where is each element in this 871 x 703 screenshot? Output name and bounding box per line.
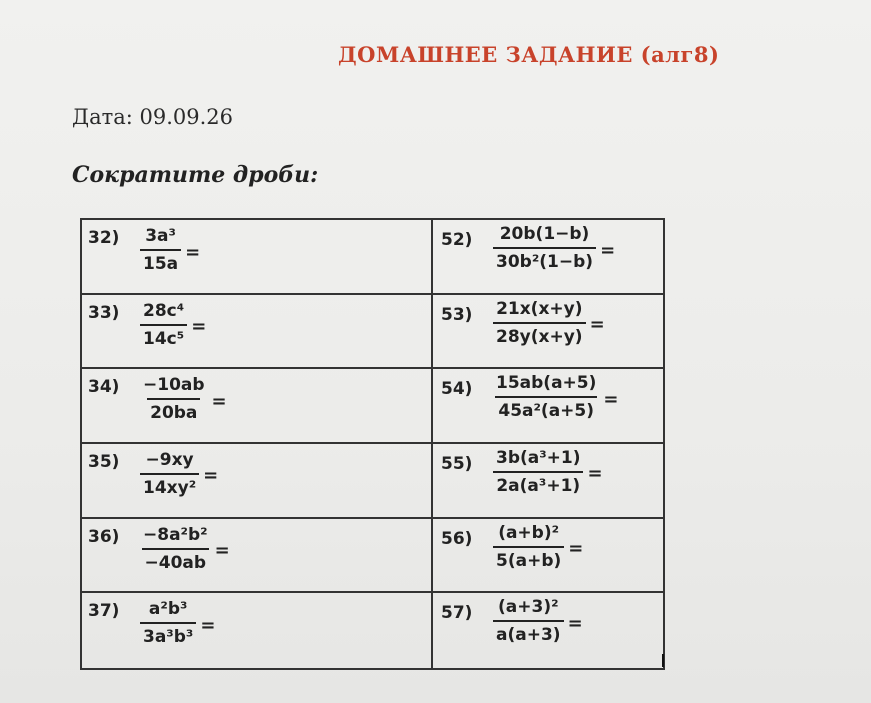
denominator: −40ab	[142, 548, 210, 573]
fraction-expression	[140, 301, 206, 349]
denominator: 5(a+b)	[493, 546, 564, 571]
fraction-expression	[140, 375, 227, 423]
denominator: 14c⁵	[140, 324, 187, 349]
problem-number: 55)	[441, 453, 473, 474]
denominator: 45a²(a+5)	[495, 396, 597, 421]
problem-number: 52)	[441, 230, 473, 250]
problem-number: 54)	[441, 379, 473, 400]
problem-cell	[433, 519, 663, 594]
equals-sign: =	[211, 390, 227, 412]
fraction-expression	[140, 525, 230, 573]
numerator: 15ab(a+5)	[496, 373, 597, 394]
numerator: a²b³	[148, 599, 188, 620]
equals-sign: =	[567, 612, 583, 634]
fraction-expression	[140, 226, 200, 274]
denominator: a(a+3)	[493, 620, 564, 645]
equals-sign: =	[603, 388, 619, 410]
fraction	[493, 373, 599, 421]
numerator: (a+b)²	[498, 522, 560, 543]
numerator: (a+3)²	[498, 597, 559, 618]
denominator: 30b²(1−b)	[493, 247, 596, 272]
problem-cell	[82, 220, 433, 295]
equals-sign: =	[200, 614, 216, 636]
denominator: 2a(a³+1)	[493, 471, 583, 496]
denominator: 20ba	[147, 398, 200, 423]
fraction	[493, 597, 564, 645]
equals-sign: =	[214, 540, 230, 562]
problem-cell	[433, 295, 663, 370]
fraction	[493, 448, 584, 496]
fraction	[140, 599, 196, 647]
fraction	[140, 525, 211, 573]
equals-sign: =	[589, 314, 605, 336]
problem-cell	[82, 369, 433, 444]
problem-cell	[433, 444, 663, 519]
numerator: −8a²b²	[143, 524, 208, 545]
denominator: 15a	[140, 249, 181, 274]
numerator: −9xy	[145, 449, 194, 470]
instruction-text: Сократите дроби:	[72, 162, 319, 188]
date-line: Дата: 09.09.26	[72, 105, 233, 129]
problem-cell	[82, 444, 433, 519]
problem-cell	[82, 295, 433, 370]
problem-number: 36)	[88, 526, 120, 547]
fraction	[140, 375, 208, 423]
equals-sign: =	[191, 316, 207, 338]
denominator: 3a³b³	[140, 622, 196, 647]
fraction	[140, 226, 181, 274]
problem-number: 33)	[88, 302, 120, 323]
problem-number: 35)	[88, 451, 120, 472]
fraction-expression	[493, 523, 583, 571]
numerator: 3b(a³+1)	[496, 447, 581, 468]
fraction-expression	[140, 599, 215, 647]
equals-sign: =	[185, 241, 201, 263]
numerator: 3a³	[145, 226, 176, 246]
problem-cell	[82, 519, 433, 594]
fraction	[140, 450, 199, 498]
problem-number: 32)	[88, 228, 120, 248]
numerator: 28c⁴	[143, 300, 185, 321]
problems-table	[80, 218, 665, 670]
numerator: −10ab	[143, 375, 205, 396]
fraction-expression	[493, 299, 605, 347]
fraction-expression	[140, 450, 218, 498]
fraction	[140, 301, 187, 349]
fraction	[493, 224, 596, 272]
numerator: 21x(x+y)	[496, 298, 583, 319]
equals-sign: =	[587, 463, 603, 485]
problem-number: 56)	[441, 528, 473, 549]
page-title: ДОМАШНЕЕ ЗАДАНИЕ (алг8)	[338, 42, 720, 67]
equals-sign: =	[600, 239, 616, 261]
numerator: 20b(1−b)	[499, 224, 590, 244]
problem-cell	[433, 369, 663, 444]
fraction-expression	[493, 597, 583, 645]
problem-number: 34)	[88, 377, 120, 398]
fraction-expression	[493, 373, 618, 421]
fraction	[493, 299, 586, 347]
equals-sign: =	[568, 538, 584, 560]
problem-cell	[433, 220, 663, 295]
problem-cell	[82, 593, 433, 668]
fraction-expression	[493, 448, 603, 496]
fraction-expression	[493, 224, 615, 272]
denominator: 14xy²	[140, 473, 199, 498]
equals-sign: =	[203, 465, 219, 487]
denominator: 28y(x+y)	[493, 322, 586, 347]
problem-number: 57)	[441, 603, 473, 624]
text-cursor	[662, 654, 664, 667]
problem-number: 37)	[88, 601, 120, 622]
problem-cell	[433, 593, 663, 668]
fraction	[493, 523, 564, 571]
problem-number: 53)	[441, 304, 473, 325]
